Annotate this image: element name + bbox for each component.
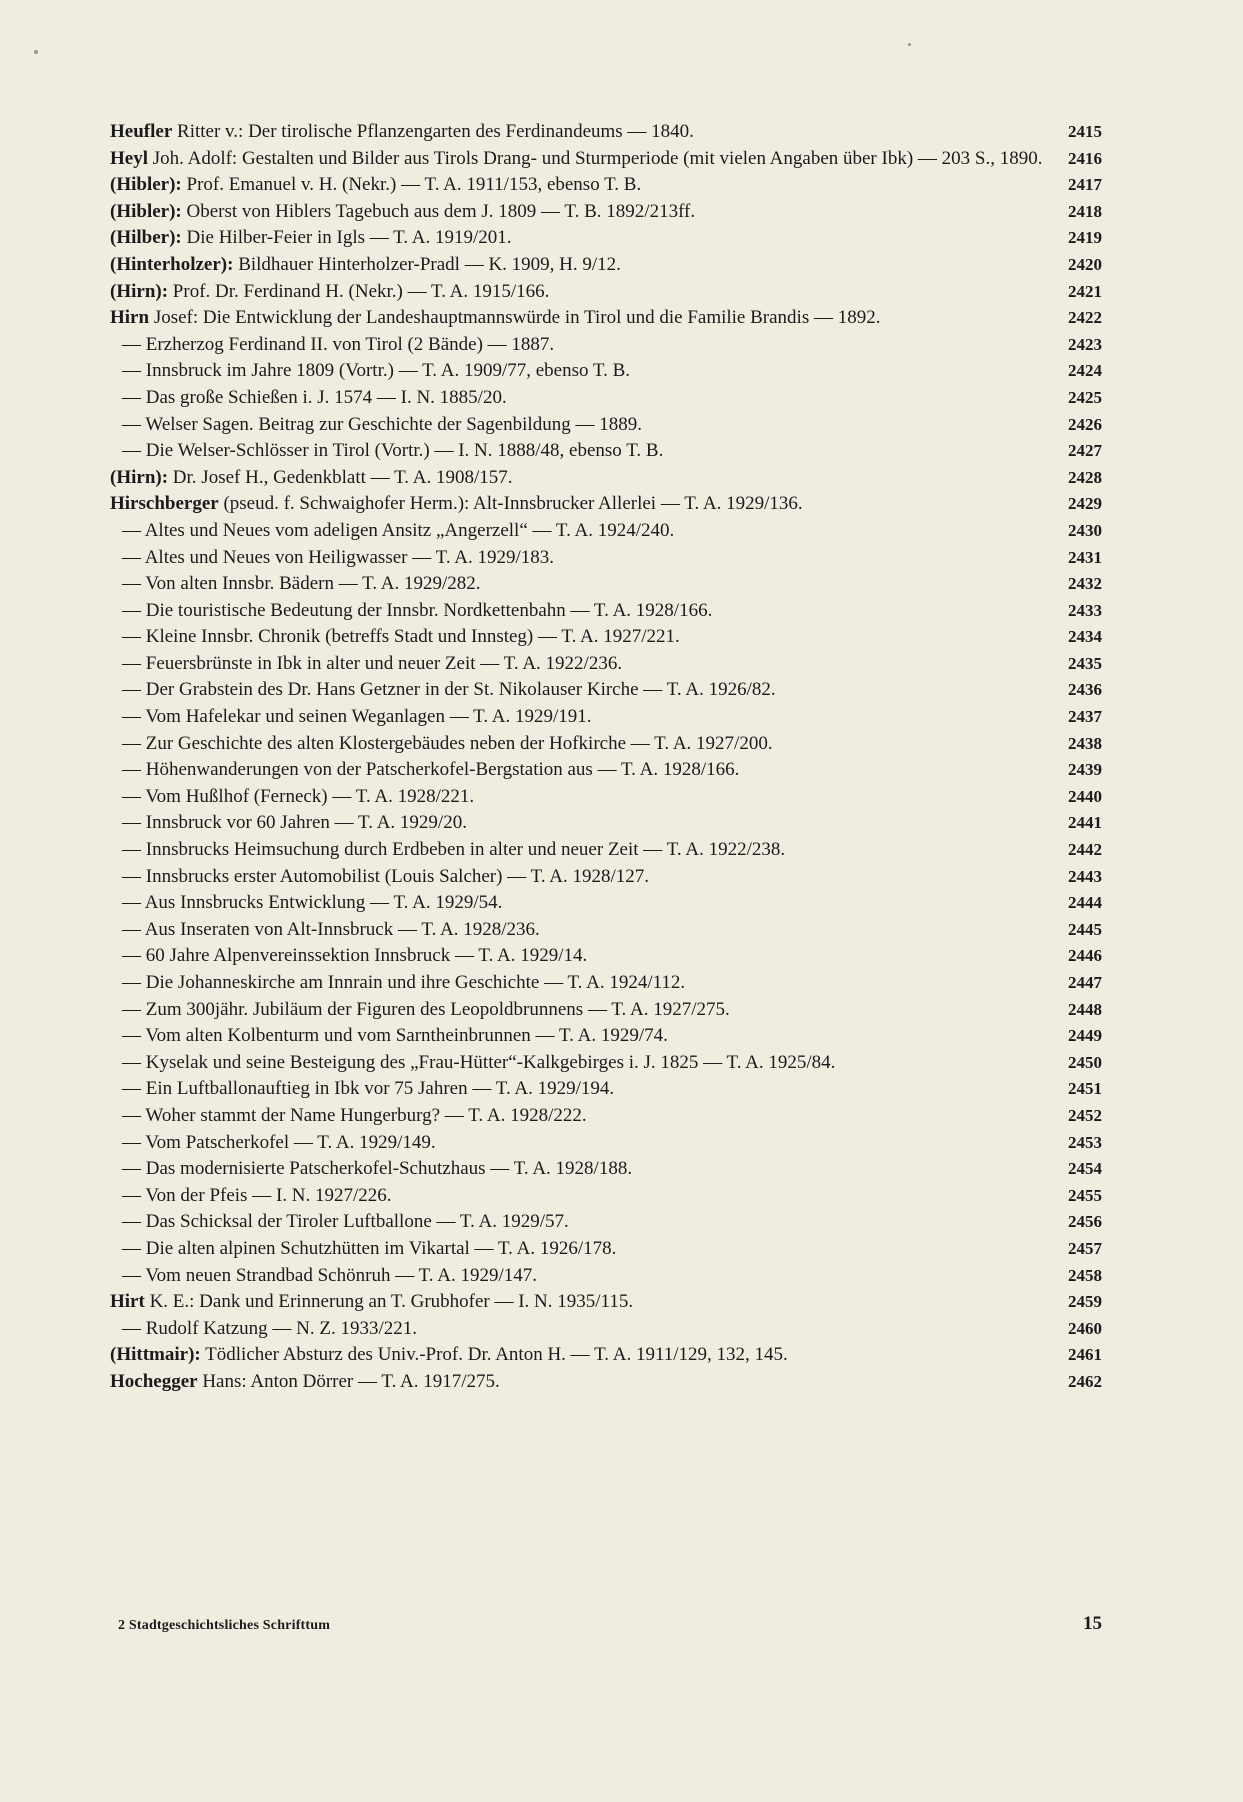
entry-number: 2436: [1068, 680, 1102, 700]
entry-body: — Innsbruck vor 60 Jahren — T. A. 1929/20.: [122, 812, 467, 834]
entry-number: 2415: [1068, 122, 1102, 141]
entry-number: 2455: [1068, 1185, 1102, 1205]
entry-body: — 60 Jahre Alpenvereinssektion Innsbruck — T. A. 1929/14.: [122, 945, 588, 967]
entry-body: — Altes und Neues von Heiligwasser — T. A. 1929/183.: [122, 546, 555, 568]
page-number: 15: [1083, 1613, 1102, 1634]
entry-body: (pseud. f. Schwaighofer Herm.): Alt-Innsbrucker Allerlei — T. A. 1929/136.: [223, 493, 803, 515]
entry-author: Hochegger: [110, 1370, 198, 1392]
entry-number: 2444: [1068, 893, 1102, 913]
entry-text: [110, 1263, 1052, 1290]
bibliography-entry: [110, 1130, 1102, 1157]
entry-number: 2445: [1068, 919, 1102, 939]
entry-number: 2435: [1068, 653, 1102, 673]
entry-text: [110, 864, 1052, 891]
entry-number: 2450: [1068, 1052, 1102, 1072]
entry-number: 2457: [1068, 1238, 1102, 1258]
entry-text: [110, 943, 1052, 970]
entry-text: [110, 332, 1052, 359]
bibliography-entry: [110, 1263, 1102, 1290]
entry-number: 2419: [1068, 228, 1102, 248]
entry-text: [110, 491, 1052, 518]
entry-text: [110, 1183, 1052, 1210]
bibliography-entry: [110, 252, 1102, 279]
bibliography-entry: [110, 545, 1102, 572]
entry-body: Hans: Anton Dörrer — T. A. 1917/275.: [202, 1370, 500, 1392]
entry-number: 2454: [1068, 1159, 1102, 1179]
entry-number: 2428: [1068, 467, 1102, 487]
entry-text: [110, 1289, 1052, 1316]
bibliography-entry: [110, 598, 1102, 625]
entry-text: [110, 146, 1052, 173]
entry-number: 2423: [1068, 334, 1102, 354]
bibliography-entry: [110, 385, 1102, 412]
bibliography-entry: [110, 997, 1102, 1024]
entry-body: — Von alten Innsbr. Bädern — T. A. 1929/282.: [122, 573, 481, 595]
bibliography-entry: [110, 917, 1102, 944]
entry-body: — Kyselak und seine Besteigung des „Frau-Hütter“-Kalkgebirges i. J. 1825 — T. A. 1925/84.: [122, 1051, 836, 1073]
entry-number: 2437: [1068, 707, 1102, 727]
entry-author: Hirn: [110, 307, 150, 329]
entry-number: 2452: [1068, 1105, 1102, 1125]
bibliography-entry: [110, 837, 1102, 864]
entry-author: Heufler: [110, 121, 173, 142]
bibliography-entry: [110, 784, 1102, 811]
entry-author: (Hirn):: [110, 466, 169, 488]
bibliography-entry: [110, 1209, 1102, 1236]
entry-text: [110, 199, 1052, 226]
entry-body: Bildhauer Hinterholzer-Pradl — K. 1909, H. 9/12.: [238, 253, 621, 275]
bibliography-entry: [110, 491, 1102, 518]
entry-number: 2438: [1068, 733, 1102, 753]
entry-text: [110, 837, 1052, 864]
bibliography-entry: [110, 225, 1102, 252]
entry-text: [110, 279, 1052, 306]
entry-text: [110, 1236, 1052, 1263]
entry-author: Hirt: [110, 1291, 145, 1313]
entry-text: [110, 784, 1052, 811]
entry-body: — Rudolf Katzung — N. Z. 1933/221.: [122, 1317, 418, 1339]
entry-body: — Das große Schießen i. J. 1574 — I. N. 1885/20.: [122, 386, 507, 408]
entry-text: [110, 358, 1052, 385]
entry-text: [110, 385, 1052, 412]
entry-number: 2462: [1068, 1371, 1102, 1391]
entry-text: [110, 252, 1052, 279]
bibliography-entry: [110, 970, 1102, 997]
entry-author: (Hibler):: [110, 200, 182, 222]
bibliography-entry: [110, 1369, 1102, 1396]
entry-body: Oberst von Hiblers Tagebuch aus dem J. 1809 — T. B. 1892/213ff.: [186, 200, 696, 222]
entry-text: [110, 677, 1052, 704]
bibliography-entry: [110, 810, 1102, 837]
bibliography-entry: [110, 465, 1102, 492]
entry-body: — Das Schicksal der Tiroler Luftballone — T. A. 1929/57.: [122, 1211, 569, 1233]
entry-body: — Innsbrucks erster Automobilist (Louis Salcher) — T. A. 1928/127.: [122, 865, 650, 887]
entry-text: [110, 412, 1052, 439]
entry-text: [110, 1316, 1052, 1343]
entry-number: 2456: [1068, 1212, 1102, 1232]
entry-number: 2446: [1068, 946, 1102, 966]
entry-number: 2418: [1068, 201, 1102, 221]
entry-number: 2439: [1068, 760, 1102, 780]
paper-speck: [908, 43, 911, 46]
entry-number: 2424: [1068, 361, 1102, 381]
entry-number: 2441: [1068, 813, 1102, 833]
bibliography-entry: [110, 146, 1102, 173]
entry-text: [110, 997, 1052, 1024]
bibliography-entry: [110, 704, 1102, 731]
bibliography-entry: [110, 1023, 1102, 1050]
entry-body: — Innsbruck im Jahre 1809 (Vortr.) — T. A. 1909/77, ebenso T. B.: [122, 360, 631, 382]
bibliography-entry: [110, 1183, 1102, 1210]
bibliography-entry: [110, 412, 1102, 439]
entry-number: 2449: [1068, 1026, 1102, 1046]
entry-body: Ritter v.: Der tirolische Pflanzengarten des Ferdinandeums — 1840.: [177, 121, 694, 142]
entry-author: Hirschberger: [110, 493, 219, 515]
entry-number: 2431: [1068, 547, 1102, 567]
bibliography-entry: [110, 677, 1102, 704]
bibliography-entry: [110, 279, 1102, 306]
entry-text: [110, 757, 1052, 784]
entry-text: [110, 172, 1052, 199]
entry-body: — Zum 300jähr. Jubiläum der Figuren des Leopoldbrunnens — T. A. 1927/275.: [122, 998, 730, 1020]
entry-number: 2447: [1068, 973, 1102, 992]
bibliography-entry: [110, 119, 1102, 146]
entry-body: Prof. Emanuel v. H. (Nekr.) — T. A. 1911/153, ebenso T. B.: [186, 174, 642, 196]
entry-number: 2453: [1068, 1132, 1102, 1152]
entry-text: [110, 731, 1052, 758]
entry-author: Heyl: [110, 147, 148, 169]
bibliography-entry: [110, 332, 1102, 359]
signature-mark: 2 Stadtgeschichtsliches Schrifttum: [118, 1618, 331, 1633]
bibliography-entry: [110, 1050, 1102, 1077]
entry-body: — Altes und Neues vom adeligen Ansitz „Angerzell“ — T. A. 1924/240.: [122, 519, 675, 541]
bibliography-entry: [110, 172, 1102, 199]
bibliography-entry: [110, 571, 1102, 598]
entry-body: — Von der Pfeis — I. N. 1927/226.: [122, 1184, 392, 1206]
entry-author: (Hirn):: [110, 280, 169, 302]
bibliography-entry: [110, 1342, 1102, 1369]
entry-number: 2440: [1068, 786, 1102, 806]
entry-number: 2461: [1068, 1345, 1102, 1365]
entry-text: [110, 1050, 1052, 1077]
entry-number: 2426: [1068, 414, 1102, 434]
entry-body: — Aus Innsbrucks Entwicklung — T. A. 1929/54.: [122, 892, 503, 914]
entry-body: — Der Grabstein des Dr. Hans Getzner in der St. Nikolauser Kirche — T. A. 1926/82.: [122, 679, 776, 701]
entry-text: [110, 970, 1052, 997]
entry-number: 2434: [1068, 627, 1102, 647]
entry-text: [110, 1342, 1052, 1369]
entry-text: [110, 890, 1052, 917]
entry-number: 2448: [1068, 999, 1102, 1019]
entry-text: [110, 305, 1052, 332]
entry-number: 2451: [1068, 1079, 1102, 1099]
bibliography-entries: [110, 119, 1102, 1396]
entry-text: [110, 917, 1052, 944]
entry-text: [110, 1209, 1052, 1236]
bibliography-entry: [110, 438, 1102, 465]
bibliography-entry: [110, 358, 1102, 385]
entry-body: — Erzherzog Ferdinand II. von Tirol (2 Bände) — 1887.: [122, 333, 555, 355]
entry-text: [110, 598, 1052, 625]
entry-body: — Das modernisierte Patscherkofel-Schutzhaus — T. A. 1928/188.: [122, 1158, 633, 1180]
entry-body: Dr. Josef H., Gedenkblatt — T. A. 1908/157.: [172, 466, 513, 488]
bibliography-entry: [110, 1316, 1102, 1343]
bibliography-entry: [110, 890, 1102, 917]
entry-body: Josef: Die Entwicklung der Landeshauptmannswürde in Tirol und die Familie Brandis — 1892.: [153, 307, 881, 329]
entry-number: 2442: [1068, 840, 1102, 860]
entry-body: — Die touristische Bedeutung der Innsbr. Nordkettenbahn — T. A. 1928/166.: [122, 599, 713, 621]
entry-text: [110, 1369, 1052, 1396]
bibliography-entry: [110, 1103, 1102, 1130]
entry-body: — Die Johanneskirche am Innrain und ihre Geschichte — T. A. 1924/112.: [122, 972, 686, 993]
entry-text: [110, 651, 1052, 678]
entry-author: (Hittmair):: [110, 1344, 201, 1366]
entry-body: K. E.: Dank und Erinnerung an T. Grubhofer — I. N. 1935/115.: [149, 1291, 634, 1313]
entry-body: — Vom Hußlhof (Ferneck) — T. A. 1928/221.: [122, 785, 475, 807]
bibliography-entry: [110, 943, 1102, 970]
bibliography-entry: [110, 199, 1102, 226]
entry-text: [110, 624, 1052, 651]
entry-number: 2430: [1068, 520, 1102, 540]
entry-body: — Höhenwanderungen von der Patscherkofel-Bergstation aus — T. A. 1928/166.: [122, 759, 740, 781]
entry-text: [110, 704, 1052, 731]
entry-text: [110, 1023, 1052, 1050]
entry-author: (Hibler):: [110, 174, 182, 196]
entry-body: — Innsbrucks Heimsuchung durch Erdbeben in alter und neuer Zeit — T. A. 1922/238.: [122, 839, 786, 861]
entry-body: — Kleine Innsbr. Chronik (betreffs Stadt und Innsteg) — T. A. 1927/221.: [122, 626, 680, 648]
entry-body: — Vom alten Kolbenturm und vom Sarntheinbrunnen — T. A. 1929/74.: [122, 1025, 668, 1047]
entry-text: [110, 545, 1052, 572]
entry-number: 2429: [1068, 494, 1102, 514]
entry-body: — Vom Patscherkofel — T. A. 1929/149.: [122, 1131, 436, 1153]
entry-number: 2422: [1068, 308, 1102, 328]
entry-body: Prof. Dr. Ferdinand H. (Nekr.) — T. A. 1915/166.: [172, 280, 550, 302]
entry-text: [110, 1103, 1052, 1130]
entry-text: [110, 1130, 1052, 1157]
entry-text: [110, 571, 1052, 598]
entry-body: — Die alten alpinen Schutzhütten im Vikartal — T. A. 1926/178.: [122, 1237, 617, 1259]
entry-number: 2433: [1068, 600, 1102, 620]
bibliography-entry: [110, 305, 1102, 332]
bibliography-entry: [110, 624, 1102, 651]
entry-body: — Vom Hafelekar und seinen Weganlagen — T. A. 1929/191.: [122, 706, 592, 728]
entry-number: 2425: [1068, 387, 1102, 407]
entry-text: [110, 1076, 1052, 1103]
entry-text: [110, 225, 1052, 252]
bibliography-entry: [110, 757, 1102, 784]
entry-body: — Feuersbrünste in Ibk in alter und neuer Zeit — T. A. 1922/236.: [122, 652, 623, 674]
entry-number: 2432: [1068, 574, 1102, 594]
bibliography-entry: [110, 1289, 1102, 1316]
entry-number: 2458: [1068, 1265, 1102, 1285]
bibliography-entry: [110, 518, 1102, 545]
entry-author: (Hilber):: [110, 227, 182, 249]
entry-body: Tödlicher Absturz des Univ.-Prof. Dr. Anton H. — T. A. 1911/129, 132, 145.: [205, 1344, 788, 1366]
entry-body: — Woher stammt der Name Hungerburg? — T. A. 1928/222.: [122, 1104, 587, 1126]
entry-text: [110, 119, 1052, 146]
entry-text: [110, 810, 1052, 837]
entry-text: [110, 518, 1052, 545]
bibliography-entry: [110, 1076, 1102, 1103]
entry-author: (Hinterholzer):: [110, 253, 234, 275]
entry-number: 2460: [1068, 1318, 1102, 1338]
paper-speck: [34, 50, 38, 54]
entry-number: 2421: [1068, 281, 1102, 301]
bibliography-entry: [110, 1156, 1102, 1183]
entry-body: Die Hilber-Feier in Igls — T. A. 1919/201.: [186, 227, 512, 249]
entry-body: — Aus Inseraten von Alt-Innsbruck — T. A. 1928/236.: [122, 918, 540, 940]
bibliography-entry: [110, 1236, 1102, 1263]
entry-body: — Die Welser-Schlösser in Tirol (Vortr.) — I. N. 1888/48, ebenso T. B.: [122, 440, 664, 462]
entry-body: — Welser Sagen. Beitrag zur Geschichte der Sagenbildung — 1889.: [122, 413, 642, 435]
entry-body: Joh. Adolf: Gestalten und Bilder aus Tirols Drang- und Sturmperiode (mit vielen Angaben über Ibk) — 203 S., 1890.: [152, 147, 1043, 169]
entry-number: 2459: [1068, 1292, 1102, 1312]
entry-text: [110, 465, 1052, 492]
entry-body: — Ein Luftballonauftieg in Ibk vor 75 Jahren — T. A. 1929/194.: [122, 1078, 615, 1100]
bibliography-entry: [110, 651, 1102, 678]
entry-body: — Zur Geschichte des alten Klostergebäudes neben der Hofkirche — T. A. 1927/200.: [122, 732, 773, 754]
entry-number: 2416: [1068, 148, 1102, 168]
entry-text: [110, 1156, 1052, 1183]
entry-text: [110, 438, 1052, 465]
entry-number: 2443: [1068, 866, 1102, 886]
entry-number: 2427: [1068, 441, 1102, 461]
page-footer: [118, 1613, 1102, 1635]
entry-number: 2417: [1068, 175, 1102, 195]
entry-number: 2420: [1068, 254, 1102, 274]
bibliography-entry: [110, 864, 1102, 891]
entry-body: — Vom neuen Strandbad Schönruh — T. A. 1929/147.: [122, 1264, 537, 1286]
bibliography-entry: [110, 731, 1102, 758]
